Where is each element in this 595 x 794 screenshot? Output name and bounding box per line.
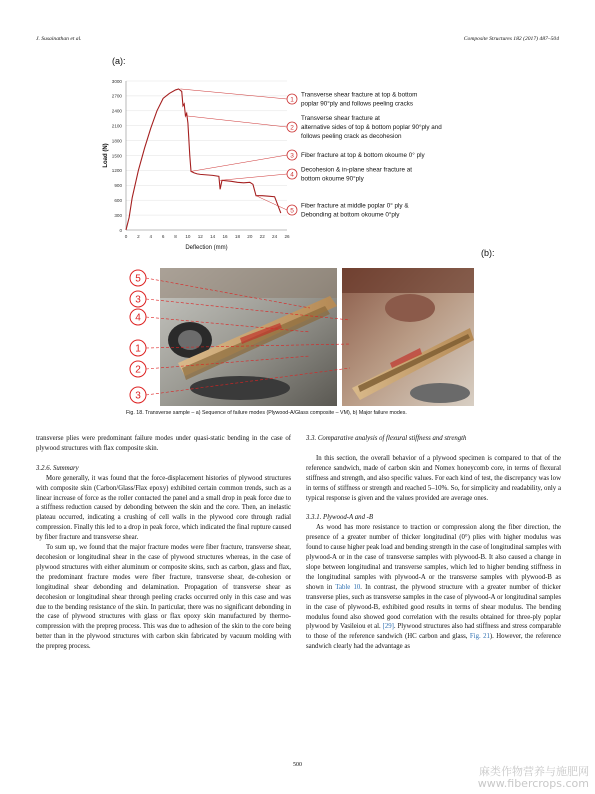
y-tick-label: 1800 bbox=[111, 138, 122, 144]
reference-link[interactable]: [29] bbox=[382, 623, 394, 631]
annotation-leader-line bbox=[180, 89, 287, 99]
x-tick-label: 18 bbox=[234, 234, 241, 239]
y-tick-label: 300 bbox=[114, 212, 122, 218]
left-column bbox=[36, 434, 291, 652]
x-tick-label: 8 bbox=[174, 234, 177, 239]
annotation-text: poplar 90°ply and follows peeling cracks bbox=[301, 100, 414, 108]
watermark: 麻类作物营养与施肥网 www.fibercrops.com bbox=[477, 765, 589, 790]
annotation-number: 4 bbox=[290, 171, 294, 179]
photo-marker-number: 1 bbox=[135, 343, 141, 355]
table-link[interactable]: Table 10 bbox=[335, 583, 361, 591]
annotation-number: 3 bbox=[290, 152, 294, 160]
x-tick-label: 0 bbox=[124, 234, 128, 239]
annotation-number: 2 bbox=[290, 124, 294, 132]
paragraph: To sum up, we found that the major fracture modes were fiber fracture, transverse shear, decohesion or longitudinal shear in the case of plywood structures whereas, in the case of plywood structures with either aluminum or composite skins, such as carbon, glass and flax, the predominant fracture modes were fiber fracture, transverse shear, de-cohesion or longitudinal shear debonding and delamination. Propagation of transverse shear as decohesion or longitudinal shear through peeling cracks occurred only in this case and was due to the bending resistance of the skin. In particular, there was no significant debonding in the case of plywood structures with glass or flax epoxy skin manufactured by thermo-compression with the prepreg process. This was due to adhesion of the skin to the core being better than in the plywood structures with carbon skin fabricated by vacuum molding with the prepreg process. bbox=[36, 544, 291, 651]
annotation-text: Fiber fracture at middle poplar 0° ply & bbox=[301, 202, 409, 210]
failure-photos bbox=[120, 268, 474, 406]
x-tick-label: 26 bbox=[284, 234, 290, 239]
y-tick-label: 2400 bbox=[111, 108, 122, 114]
photo-marker-number: 5 bbox=[135, 273, 141, 285]
photo-marker-number: 3 bbox=[135, 390, 141, 402]
x-axis-label: Deflection (mm) bbox=[185, 245, 228, 251]
y-tick-label: 1200 bbox=[111, 168, 122, 174]
section-heading: 3.3. Comparative analysis of flexural stiffness and strength bbox=[306, 435, 467, 442]
annotation-text: alternative sides of top & bottom poplar 90°ply and bbox=[301, 123, 442, 131]
photo-marker-number: 4 bbox=[135, 312, 141, 324]
annotation-number: 5 bbox=[290, 207, 294, 215]
annotation-leader-line bbox=[191, 155, 287, 171]
x-tick-label: 14 bbox=[210, 234, 216, 239]
figure-link[interactable]: Fig. 21 bbox=[469, 633, 490, 641]
x-tick-label: 24 bbox=[272, 234, 278, 239]
y-tick-label: 3000 bbox=[111, 78, 122, 84]
annotation-number: 1 bbox=[290, 96, 294, 104]
paragraph: transverse plies were predominant failure modes under quasi-static bending in the case of plywood structures with flax composite skin. bbox=[36, 435, 291, 452]
y-tick-label: 1500 bbox=[111, 153, 122, 159]
load-deflection-chart bbox=[95, 68, 445, 253]
y-tick-label: 900 bbox=[114, 183, 122, 189]
annotation-text: Transverse shear fracture at top & bottom bbox=[301, 91, 418, 99]
photo-marker-number: 3 bbox=[135, 294, 141, 306]
right-column bbox=[306, 434, 561, 652]
annotation-text: follows peeling crack as decohesion bbox=[301, 132, 402, 140]
annotation-text: Decohesion & in-plane shear fracture at bbox=[301, 166, 412, 174]
panel-a-label: (a): bbox=[112, 56, 126, 66]
running-header-journal: Composite Structures 182 (2017) 487–504 bbox=[463, 36, 559, 42]
paragraph: In this section, the overall behavior of a plywood specimen is compared to that of the reference sandwich, made of carbon skin and Nomex honeycomb core, in terms of flexural stiffness and strength, and also specific values. For each kind of test, the discrepancy was low in terms of stiffness or strength and reached 5–10%. So, for simplicity and readability, only a typical response is given and the values provided are average ones. bbox=[306, 454, 561, 502]
paragraph: More generally, it was found that the force-displacement histories of plywood structures with composite skin (Carbon/Glass/Flax epoxy) exhibited certain common trends, such as a linear increase of force as the roller contacted the panel and a small drop in peak force due to a stiffness reduction caused by debonding between the skin and the core. Then, an inelastic plateau occurred, indicating a crushing of cell walls in the plywood core through radial compression. Finally this led to a drop in peak force, which indicated the final rupture caused by fiber fracture and transverse shear. bbox=[36, 474, 291, 542]
section-heading: 3.2.6. Summary bbox=[36, 464, 79, 472]
x-tick-label: 12 bbox=[197, 234, 203, 239]
running-header-authors: J. Susainathan et al. bbox=[36, 36, 82, 42]
y-tick-label: 2700 bbox=[111, 93, 122, 99]
x-tick-label: 16 bbox=[222, 234, 228, 239]
annotation-text: Debonding at bottom okoume 0°ply bbox=[301, 211, 400, 219]
paragraph: As wood has more resistance to traction or compression along the fiber direction, the presence of a greater number of thicker longitudinal (0°) plies with higher modulus was found to cause higher peak load and bending strength in the case of longitudinal samples with plywood-A or in the case of transverse samples with plywood-B. It also caused a change in slope between longitudinal and transverse samples, which led to higher bending stiffness in the longitudinal samples with plywood-A or the transverse samples with plywood-B as shown in Table 10. In contrast, the plywood structure with a greater number of thicker transverse plies, such as transverse samples in the case of plywood-A or longitudinal samples in the case of plywood-B, exhibited good results in terms of shear modulus. The bending modulus found also showed good correlation with the results obtained for three-ply poplar plywood by Vasileiou et al. [29]. Plywood structures also had stiffness and stress comparable to those of the reference sandwich (HC carbon and glass, Fig. 21). However, the reference sandwich clearly had the advantage as bbox=[306, 524, 562, 651]
y-tick-label: 600 bbox=[114, 198, 122, 203]
annotation-leader-line bbox=[256, 196, 287, 210]
page-number: 500 bbox=[293, 762, 302, 768]
x-tick-label: 2 bbox=[137, 234, 140, 239]
annotation-text: Transverse shear fracture at bbox=[301, 114, 380, 122]
x-tick-label: 6 bbox=[161, 234, 165, 239]
annotation-text: bottom okoume 90°ply bbox=[301, 175, 364, 183]
load-curve bbox=[126, 89, 281, 230]
x-tick-label: 4 bbox=[149, 234, 153, 239]
y-tick-label: 2100 bbox=[111, 123, 122, 129]
panel-b-label: (b): bbox=[481, 248, 495, 258]
subsection-heading: 3.3.1. Plywood-A and -B bbox=[306, 514, 374, 522]
x-tick-label: 10 bbox=[185, 234, 191, 239]
annotation-text: Fiber fracture at top & bottom okoume 0° ply bbox=[301, 151, 425, 159]
failure-photo-pair bbox=[120, 268, 474, 406]
photo-marker-number: 2 bbox=[135, 364, 141, 376]
figure-caption: Fig. 18. Transverse sample – a) Sequence of failure modes (Plywood-A/Glass composite – VM), b) Major failure modes. bbox=[126, 410, 407, 416]
annotation-leader-line bbox=[220, 174, 287, 180]
y-axis-label: Load (N) bbox=[103, 143, 109, 168]
x-tick-label: 22 bbox=[259, 234, 265, 239]
x-tick-label: 20 bbox=[247, 234, 253, 239]
y-tick-label: 0 bbox=[119, 227, 122, 233]
annotation-leader-line bbox=[185, 116, 287, 127]
